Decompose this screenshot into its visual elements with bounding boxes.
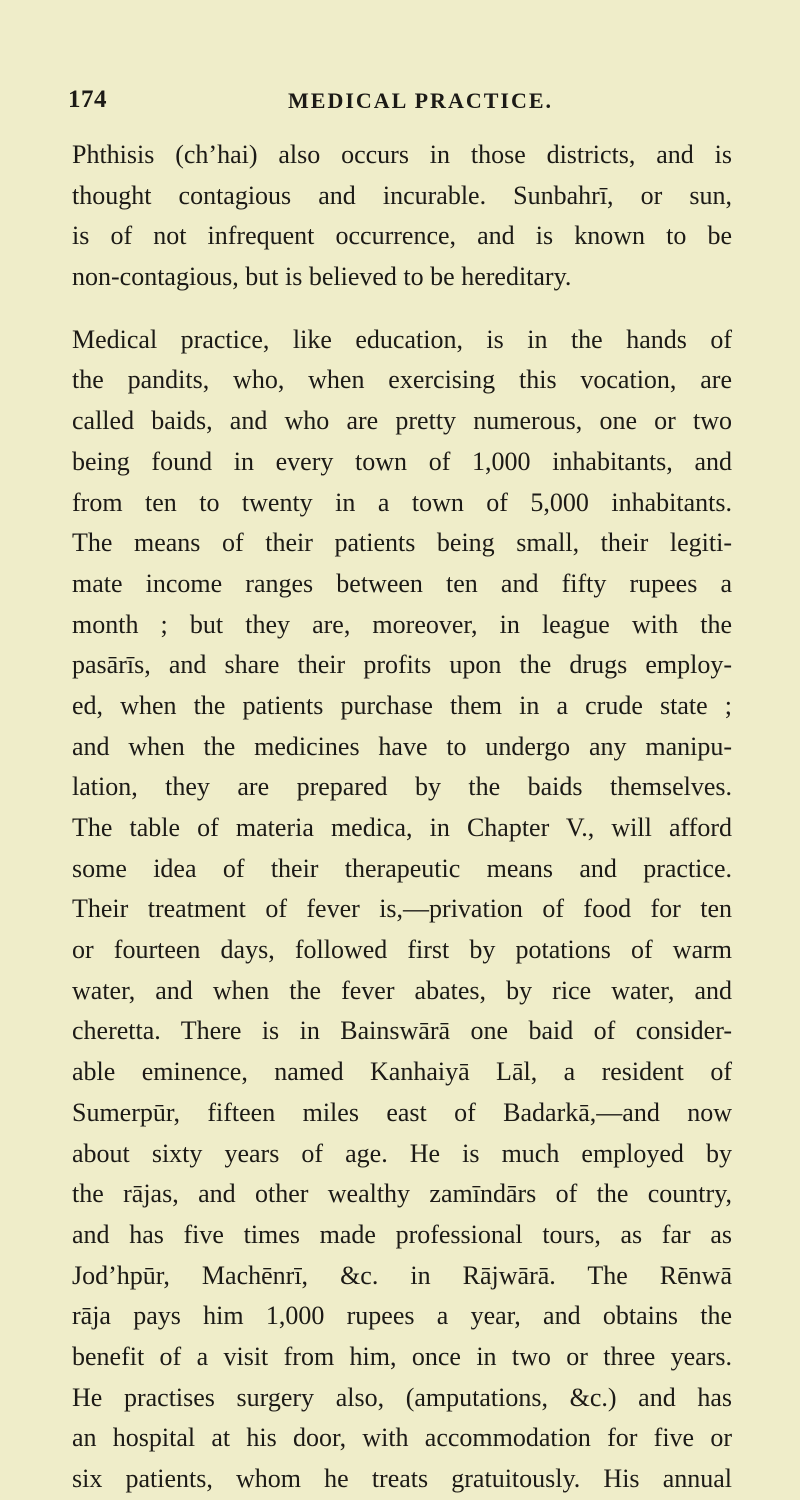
text-line: is of not infrequent occurrence, and is known to be [72, 221, 732, 251]
text-line: or fourteen days, followed first by potations of warm [72, 935, 732, 965]
text-line: about sixty years of age. He is much employed by [72, 1138, 732, 1168]
text-line: being found in every town of 1,000 inhabitants, and [72, 446, 732, 476]
text-line: thought contagious and incurable. Sunbahrī, or sun, [72, 180, 732, 210]
text-line: six patients, whom he treats gratuitously. His annual [72, 1464, 732, 1493]
text-line: the pandits, who, when exercising this vocation, are [72, 365, 732, 395]
text-line: He practises surgery also, (amputations, &c.) and has [72, 1382, 732, 1412]
text-line: Medical practice, like education, is in the hands of [72, 324, 732, 354]
text-line: cheretta. There is in Bainswārā one baid of consider- [72, 1016, 732, 1046]
page-number: 174 [68, 86, 107, 113]
text-line: Their treatment of fever is,—privation of food for ten [72, 894, 732, 924]
text-line: some idea of their therapeutic means and practice. [72, 853, 732, 883]
text-line: Phthisis (ch’hai) also occurs in those districts, and is [72, 140, 732, 169]
text-line: non-contagious, but is believed to be hereditary. [72, 262, 572, 292]
text-line: Sumerpūr, fifteen miles east of Badarkā,—and now [72, 1097, 732, 1127]
text-line: Jod’hpūr, Machēnrī, &c. in Rājwārā. The Rēnwā [72, 1260, 732, 1290]
text-line: rāja pays him 1,000 rupees a year, and obtains the [72, 1301, 732, 1331]
text-line: able eminence, named Kanhaiyā Lāl, a resident of [72, 1057, 732, 1087]
text-line: and when the medicines have to undergo any manipu- [72, 731, 732, 761]
page-header [68, 86, 728, 116]
text-line: month ; but they are, moreover, in league with the [72, 609, 732, 639]
text-line: benefit of a visit from him, once in two or three years. [72, 1341, 732, 1371]
running-head: MEDICAL PRACTICE. [288, 88, 554, 113]
text-line: and has five times made professional tours, as far as [72, 1219, 732, 1249]
text-line: called baids, and who are pretty numerous, one or two [72, 406, 732, 436]
text-line: The means of their patients being small, their legiti- [72, 528, 732, 558]
body-text [72, 135, 732, 1500]
text-line: ed, when the patients purchase them in a crude state ; [72, 690, 732, 720]
text-line: the rājas, and other wealthy zamīndārs of the country, [72, 1179, 732, 1209]
text-line: pasārīs, and share their profits upon the drugs employ- [72, 650, 732, 680]
text-line: water, and when the fever abates, by rice water, and [72, 975, 732, 1005]
text-line: an hospital at his door, with accommodation for five or [72, 1423, 732, 1453]
paragraph-phthisis [72, 135, 732, 298]
text-line: mate income ranges between ten and fifty rupees a [72, 568, 732, 598]
text-line: The table of materia medica, in Chapter V., will afford [72, 813, 732, 842]
text-line: from ten to twenty in a town of 5,000 inhabitants. [72, 487, 732, 517]
paragraph-medical-practice [72, 320, 732, 1500]
text-line: lation, they are prepared by the baids themselves. [72, 772, 732, 802]
